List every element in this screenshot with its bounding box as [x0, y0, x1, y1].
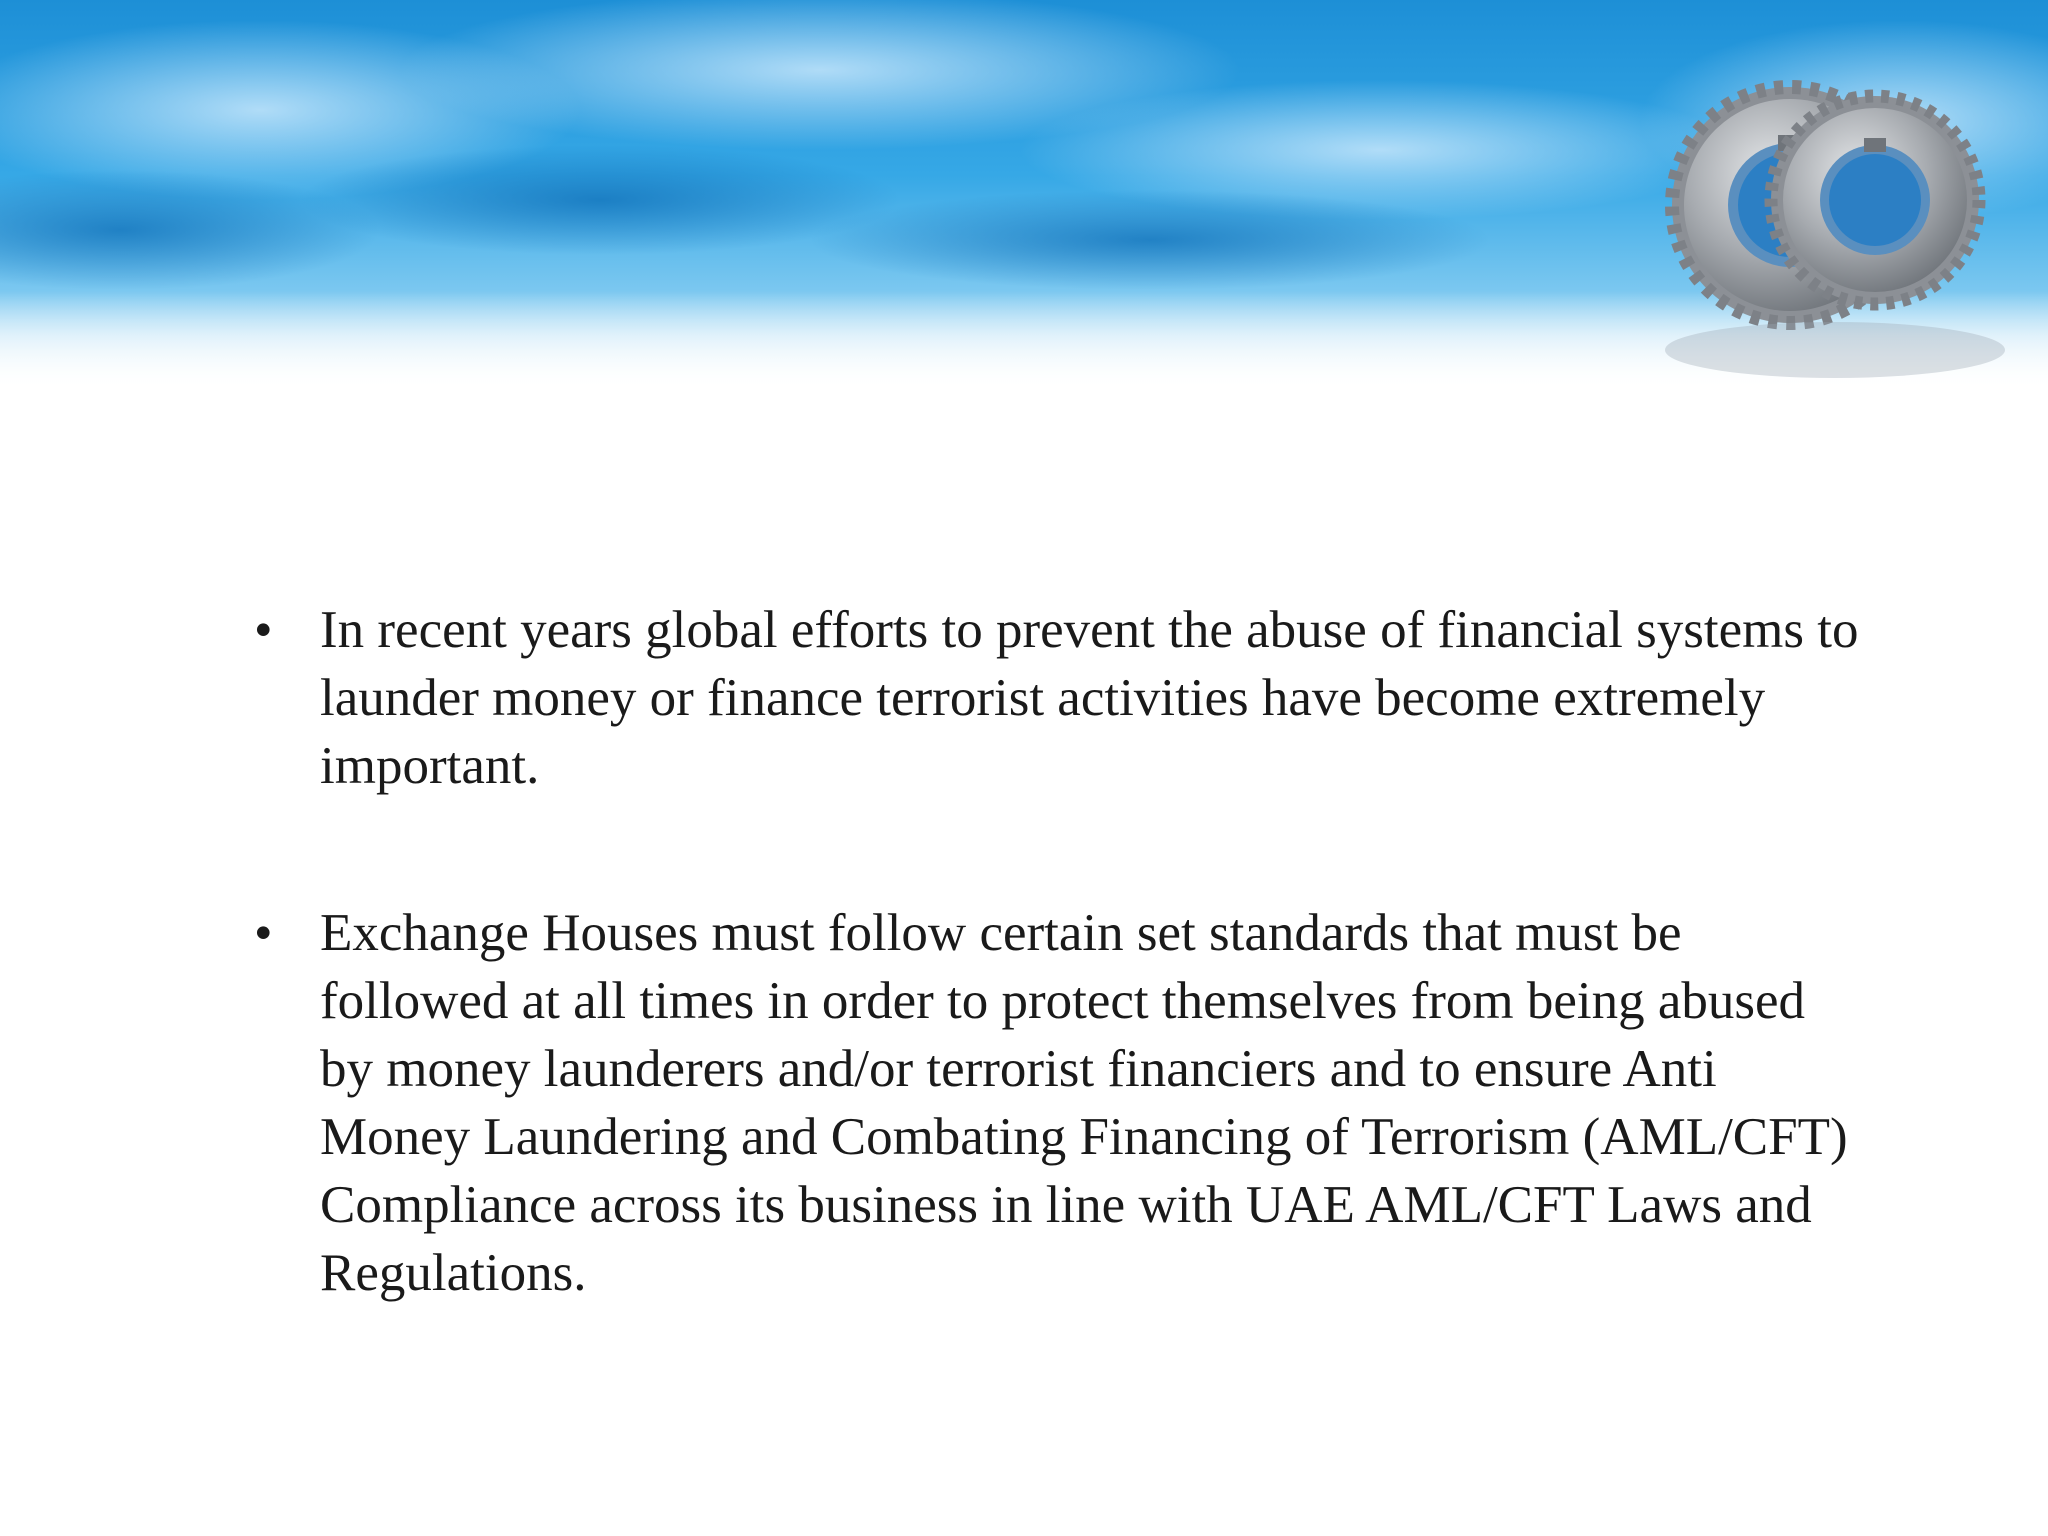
gears-icon — [1665, 87, 2005, 378]
header-banner — [0, 0, 2048, 390]
bullet-item — [240, 596, 1860, 800]
bullet-dot-icon: • — [254, 904, 273, 962]
bullet-dot-icon: • — [254, 601, 273, 659]
bullet-list — [240, 596, 1860, 1307]
bullet-text: Exchange Houses must follow certain set standards that must be followed at all times in order to protect themselves from being abused by money launderers and/or terrorist financiers and to ensure Anti Money Laundering and Combating Financing of Terrorism (AML/CFT) Compliance across its business in line with UAE AML/CFT Laws and Regulations. — [320, 904, 1848, 1302]
bullet-text: In recent years global efforts to prevent the abuse of financial systems to launder money or finance terrorist activities have become extremely important. — [320, 601, 1859, 795]
bullet-item — [240, 899, 1860, 1307]
